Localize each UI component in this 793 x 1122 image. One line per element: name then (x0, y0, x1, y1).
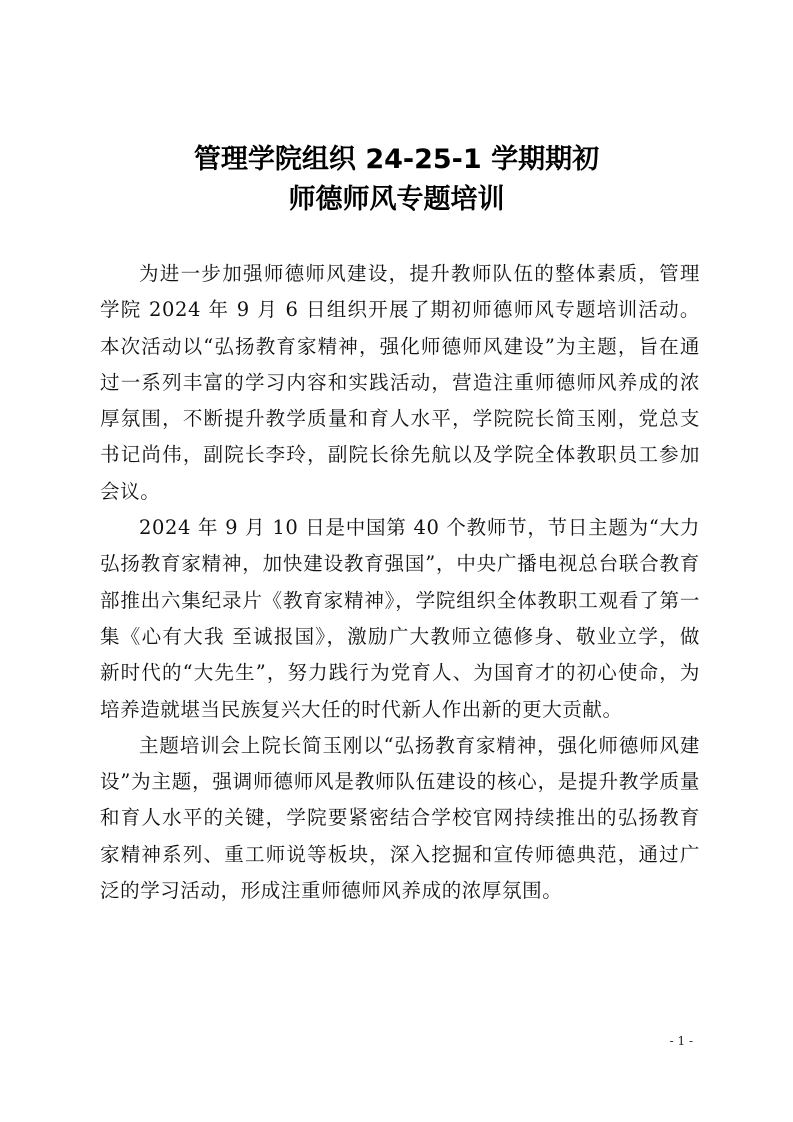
paragraph-1: 为进一步加强师德师风建设，提升教师队伍的整体素质，管理学院 2024 年 9 月 6 日组织开展了期初师德师风专题培训活动。本次活动以“弘扬教育家精神，强化师德师风建设”为主题，旨在通过一系列丰富的学习内容和实践活动，营造注重师德师风养成的浓厚氛围，不断提升教学质量和育人水平，学院院长简玉刚，党总支书记尚伟，副院长李玲，副院长徐先航以及学院全体教职员工参加会议。 (100, 262, 700, 503)
title-line-1: 管理学院组织 24-25-1 学期期初 (193, 144, 600, 175)
document-title (100, 140, 693, 220)
page-number: - 1 - (669, 1034, 693, 1048)
paragraph-2: 2024 年 9 月 10 日是中国第 40 个教师节，节日主题为“大力弘扬教育家精神，加快建设教育强国”，中央广播电视总台联合教育部推出六集纪录片《教育家精神》，学院组织全体教职工观看了第一集《心有大我 至诚报国》，激励广大教师立德修身、敬业立学，做新时代的“大先生”，努力践行为党育人、为国育才的初心使命，为培养造就堪当民族复兴大任的时代新人作出新的更大贡献。 (100, 516, 700, 721)
paragraph-3: 主题培训会上院长简玉刚以“弘扬教育家精神，强化师德师风建设”为主题，强调师德师风是教师队伍建设的核心，是提升教学质量和育人水平的关键，学院要紧密结合学校官网持续推出的弘扬教育家精神系列、重工师说等板块，深入挖掘和宣传师德典范，通过广泛的学习活动，形成注重师德师风养成的浓厚氛围。 (100, 733, 700, 903)
document-body (100, 256, 700, 909)
title-line-2: 师德师风专题培训 (288, 184, 505, 215)
